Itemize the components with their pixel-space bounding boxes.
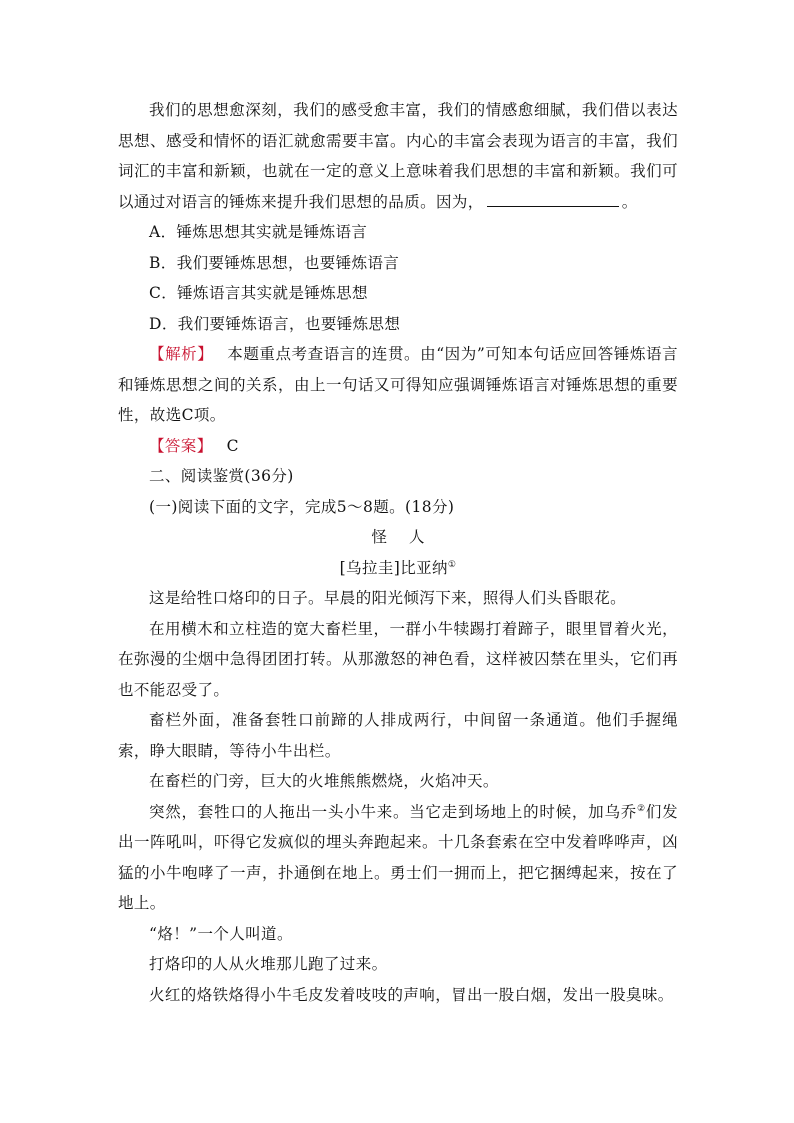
author-name: [乌拉圭]比亚纳 [339, 558, 448, 577]
analysis-paragraph [118, 339, 678, 431]
story-paragraph: 畜栏外面，准备套牲口前蹄的人排成两行，中间留一条通道。他们手握绳索，睁大眼睛，等待小牛出栏。 [118, 711, 678, 760]
story-author [118, 553, 678, 584]
story-paragraph: 在用横木和立柱造的宽大畜栏里，一群小牛犊踢打着蹄子，眼里冒着火光，在弥漫的尘烟中急得团团打转。从那激怒的神色看，这样被囚禁在里头，它们再也不能忍受了。 [118, 619, 678, 699]
story-paragraph: 这是给牲口烙印的日子。早晨的阳光倾泻下来，照得人们头昏眼花。 [149, 589, 627, 607]
option-a: A．锤炼思想其实就是锤炼语言 [149, 223, 368, 241]
gaucho-footnote-mark: ② [636, 803, 646, 814]
story-paragraph: 打烙印的人从火堆那儿跑了过来。 [149, 955, 388, 973]
option-d: D．我们要锤炼语言，也要锤炼思想 [149, 314, 401, 333]
document-page [118, 95, 678, 1010]
passage-paragraph [118, 95, 678, 217]
answer-paragraph [118, 431, 678, 462]
section-heading: 二、阅读鉴赏(36分) [149, 467, 294, 485]
story-paragraph: 在畜栏的门旁，巨大的火堆熊熊燃烧，火焰冲天。 [149, 772, 499, 790]
answer-label: 【答案】 [149, 436, 213, 455]
story-title: 怪人 [371, 528, 447, 546]
story-paragraph: “烙！”一个人叫道。 [149, 924, 293, 943]
answer-blank [487, 192, 619, 207]
passage-text: 我们的思想愈深刻，我们的感受愈丰富，我们的情感愈细腻，我们借以表达思想、感受和情怀的语汇就愈需要丰富。内心的丰富会表现为语言的丰富，我们词汇的丰富和新颖，也就在一定的意义上意味着我们思想的丰富和新颖。我们可以通过对语言的锤炼来提升我们思想的品质。因为， [118, 101, 678, 211]
analysis-label: 【解析】 [149, 345, 214, 363]
author-footnote-mark: ① [447, 559, 457, 570]
story-paragraph: 突然，套牲口的人拖出一头小牛来。当它走到场地上的时候，加乌乔②们发出一阵吼叫，吓得它发疯似的埋头奔跑起来。十几条套索在空中发着哗哗声，凶猛的小牛咆哮了一声，扑通倒在地上。勇士们一拥而上，把它捆缚起来，按在了地上。 [118, 802, 678, 912]
option-b: B．我们要锤炼思想，也要锤炼语言 [149, 253, 400, 272]
answer-text: C [226, 436, 239, 455]
analysis-text: 本题重点考查语言的连贯。由“因为”可知本句话应回答锤炼语言和锤炼思想之间的关系，由上一句话又可得知应强调锤炼语言对锤炼思想的重要性，故选C项。 [118, 345, 678, 424]
sub-heading: (一)阅读下面的文字，完成5～8题。(18分) [149, 497, 455, 516]
option-c: C．锤炼语言其实就是锤炼思想 [149, 284, 368, 302]
story-paragraph: 火红的烙铁烙得小牛毛皮发着吱吱的声响，冒出一股白烟，发出一股臭味。 [149, 985, 674, 1004]
passage-end: 。 [621, 192, 638, 211]
